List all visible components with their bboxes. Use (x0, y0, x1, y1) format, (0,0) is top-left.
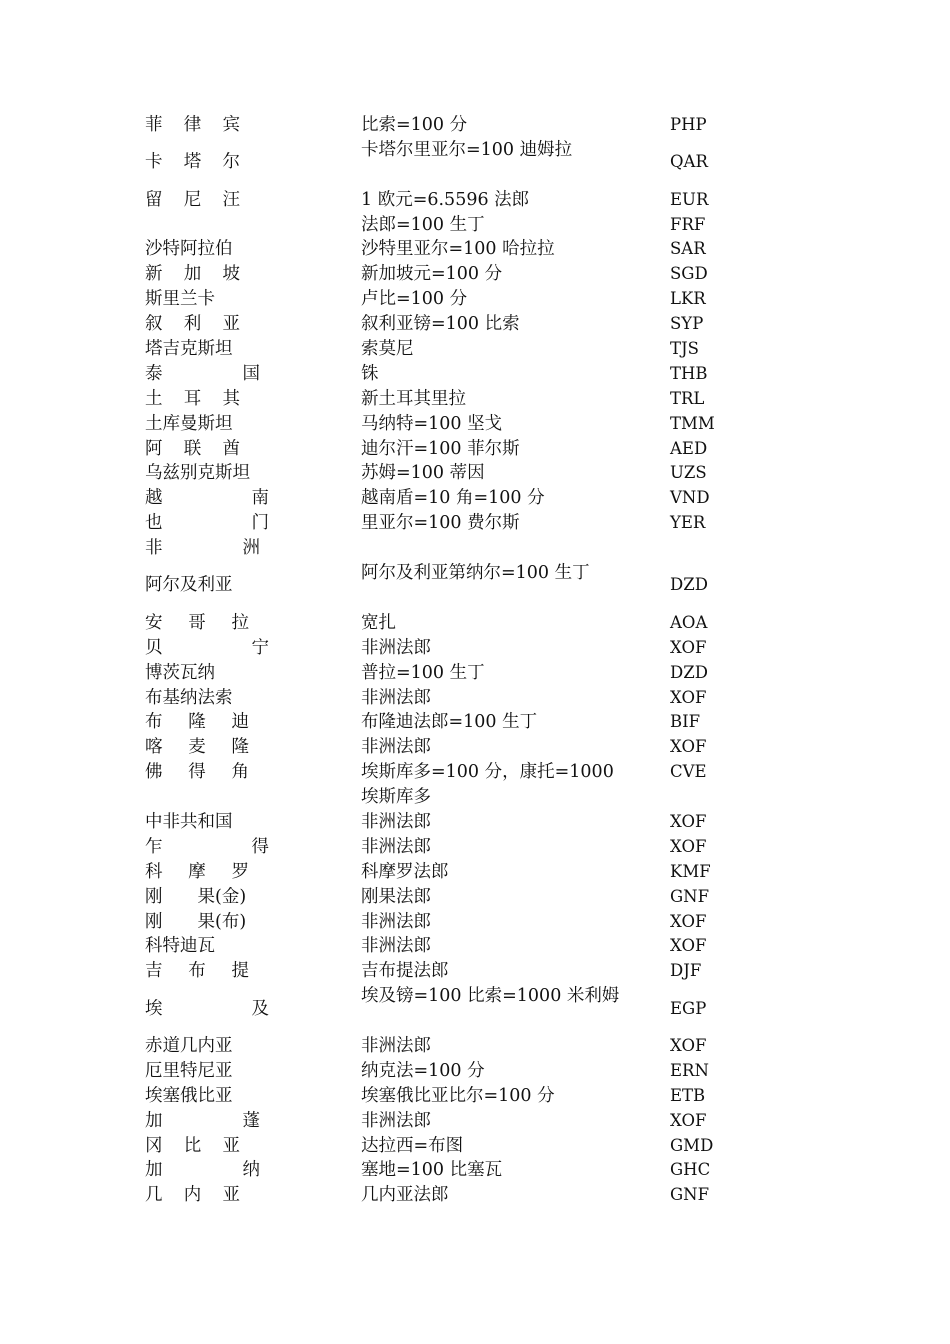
currency-code: XOF (670, 637, 707, 657)
currency-unit: 非洲法郎 (361, 687, 431, 708)
country-name: 土库曼斯坦 (145, 413, 233, 434)
currency-unit: 科摩罗法郎 (361, 861, 449, 882)
table-row (0, 511, 950, 536)
table-row (0, 1158, 950, 1183)
country-name: 吉 布 提 (145, 961, 249, 982)
table-row (0, 910, 950, 935)
table-row (0, 188, 950, 213)
currency-code: TJS (670, 339, 699, 359)
country-name: 阿尔及利亚 (145, 575, 233, 596)
country-name: 叙 利 亚 (145, 314, 240, 335)
table-row (0, 636, 950, 661)
country-name: 佛 得 角 (145, 762, 249, 783)
currency-code: DJF (670, 961, 702, 981)
currency-unit: 卡塔尔里亚尔=100 迪姆拉 (361, 139, 573, 160)
table-row (0, 710, 950, 735)
country-name: 刚 果(布) (145, 911, 247, 932)
currency-unit: 普拉=100 生丁 (361, 662, 485, 683)
currency-unit: 非洲法郎 (361, 737, 431, 758)
currency-unit: 铢 (361, 363, 379, 384)
table-row (0, 337, 950, 362)
currency-unit: 埃及镑=100 比索=1000 米利姆 (361, 986, 620, 1007)
table-row (0, 810, 950, 835)
currency-code: SAR (670, 239, 706, 259)
currency-unit: 叙利亚镑=100 比索 (361, 314, 520, 335)
table-row (0, 835, 950, 860)
currency-code: AED (670, 438, 708, 458)
country-name: 赤道几内亚 (145, 1036, 233, 1057)
country-name: 越 南 (145, 488, 269, 509)
country-name: 博茨瓦纳 (145, 662, 215, 683)
currency-unit: 宽扎 (361, 612, 396, 633)
table-row (0, 113, 950, 138)
currency-code: XOF (670, 737, 707, 757)
currency-unit: 非洲法郎 (361, 936, 431, 957)
country-name: 非 洲 (145, 538, 260, 559)
currency-unit: 布隆迪法郎=100 生丁 (361, 712, 538, 733)
currency-unit: 迪尔汗=100 菲尔斯 (361, 438, 520, 459)
country-name: 沙特阿拉伯 (145, 239, 233, 260)
currency-code: ERN (670, 1060, 709, 1080)
country-name: 乍 得 (145, 836, 269, 857)
currency-code: XOF (670, 687, 707, 707)
table-row (0, 1109, 950, 1134)
table-row (0, 536, 950, 561)
table-row (0, 1134, 950, 1159)
currency-unit: 埃斯库多=100 分，康托=1000 埃斯库多 (361, 762, 614, 808)
currency-unit: 法郎=100 生丁 (361, 214, 485, 235)
table-row (0, 860, 950, 885)
table-row (0, 461, 950, 486)
currency-code: CVE (670, 762, 707, 782)
country-name: 也 门 (145, 513, 269, 534)
currency-unit: 埃塞俄比亚比尔=100 分 (361, 1085, 555, 1106)
currency-unit: 非洲法郎 (361, 1110, 431, 1131)
currency-unit: 比索=100 分 (361, 115, 468, 135)
currency-unit: 1 欧元=6.5596 法郎 (361, 189, 530, 210)
currency-code: GMD (670, 1135, 714, 1155)
currency-code: DZD (670, 575, 708, 595)
country-name: 冈 比 亚 (145, 1135, 240, 1156)
table-row (0, 362, 950, 387)
currency-unit: 新土耳其里拉 (361, 388, 466, 409)
currency-unit: 阿尔及利亚第纳尔=100 生丁 (361, 563, 590, 584)
currency-code: EUR (670, 189, 709, 209)
currency-code: AOA (670, 612, 708, 632)
table-row (0, 387, 950, 412)
currency-unit: 索莫尼 (361, 339, 414, 360)
currency-unit: 马纳特=100 坚戈 (361, 413, 503, 434)
table-row (0, 959, 950, 984)
currency-code: KMF (670, 861, 711, 881)
country-name: 中非共和国 (145, 811, 233, 832)
country-name: 科特迪瓦 (145, 936, 215, 957)
country-name: 埃塞俄比亚 (145, 1085, 233, 1106)
currency-code: LKR (670, 289, 706, 309)
table-row (0, 611, 950, 636)
table-row (0, 1034, 950, 1059)
table-row (0, 760, 950, 810)
currency-unit: 几内亚法郎 (361, 1185, 449, 1206)
currency-unit: 非洲法郎 (361, 811, 431, 832)
country-name: 泰 国 (145, 363, 260, 384)
country-name: 几 内 亚 (145, 1185, 240, 1206)
currency-unit: 纳克法=100 分 (361, 1060, 485, 1081)
table-row (0, 735, 950, 760)
country-name: 厄里特尼亚 (145, 1060, 233, 1081)
currency-code: XOF (670, 911, 707, 931)
currency-code: GHC (670, 1160, 711, 1180)
currency-unit: 吉布提法郎 (361, 961, 449, 982)
currency-code: THB (670, 363, 708, 383)
currency-code: UZS (670, 463, 707, 483)
currency-code: XOF (670, 836, 707, 856)
currency-unit: 非洲法郎 (361, 836, 431, 857)
currency-code: TRL (670, 388, 705, 408)
table-row (0, 237, 950, 262)
currency-code: DZD (670, 662, 708, 682)
country-name: 安 哥 拉 (145, 612, 249, 633)
currency-unit: 塞地=100 比塞瓦 (361, 1160, 503, 1181)
currency-code: XOF (670, 936, 707, 956)
country-name: 加 纳 (145, 1160, 260, 1181)
table-row (0, 561, 950, 611)
currency-unit: 越南盾=10 角=100 分 (361, 488, 545, 509)
country-name: 卡 塔 尔 (145, 152, 240, 173)
country-name: 菲 律 宾 (145, 115, 240, 135)
currency-table (0, 113, 950, 1208)
table-row (0, 661, 950, 686)
currency-unit: 刚果法郎 (361, 886, 431, 907)
table-row (0, 934, 950, 959)
currency-code: GNF (670, 886, 710, 906)
table-row (0, 412, 950, 437)
country-name: 埃 及 (145, 998, 269, 1019)
currency-unit: 沙特里亚尔=100 哈拉拉 (361, 239, 555, 260)
currency-unit: 里亚尔=100 费尔斯 (361, 513, 520, 534)
table-row (0, 213, 950, 238)
country-name: 科 摩 罗 (145, 861, 249, 882)
table-row (0, 1059, 950, 1084)
table-row (0, 486, 950, 511)
currency-code: PHP (670, 115, 707, 134)
table-row (0, 287, 950, 312)
table-row (0, 312, 950, 337)
currency-unit: 新加坡元=100 分 (361, 264, 503, 285)
country-name: 布 隆 迪 (145, 712, 249, 733)
currency-unit: 非洲法郎 (361, 637, 431, 658)
table-row (0, 984, 950, 1034)
country-name: 乌兹别克斯坦 (145, 463, 250, 484)
currency-code: QAR (670, 152, 708, 172)
country-name: 布基纳法索 (145, 687, 233, 708)
table-row (0, 686, 950, 711)
currency-code: XOF (670, 1110, 707, 1130)
table-row (0, 1183, 950, 1208)
currency-code: XOF (670, 1036, 707, 1056)
currency-unit: 非洲法郎 (361, 1036, 431, 1057)
table-row (0, 1084, 950, 1109)
country-name: 贝 宁 (145, 637, 269, 658)
country-name: 加 蓬 (145, 1110, 260, 1131)
currency-code: EGP (670, 998, 707, 1018)
country-name: 喀 麦 隆 (145, 737, 249, 758)
currency-code: XOF (670, 811, 707, 831)
currency-unit: 非洲法郎 (361, 911, 431, 932)
currency-code: FRF (670, 214, 706, 234)
currency-code: SYP (670, 314, 704, 334)
currency-code: VND (670, 488, 710, 508)
currency-code: SGD (670, 264, 708, 284)
table-row (0, 437, 950, 462)
table-row (0, 885, 950, 910)
currency-code: GNF (670, 1185, 710, 1205)
currency-code: ETB (670, 1085, 706, 1105)
country-name: 塔吉克斯坦 (145, 339, 233, 360)
currency-unit: 达拉西=布图 (361, 1135, 464, 1156)
currency-code: BIF (670, 712, 701, 732)
country-name: 留 尼 汪 (145, 189, 240, 210)
currency-code: YER (670, 513, 706, 533)
currency-unit: 卢比=100 分 (361, 289, 468, 310)
table-row (0, 138, 950, 188)
country-name: 刚 果(金) (145, 886, 247, 907)
country-name: 阿 联 酋 (145, 438, 240, 459)
country-name: 新 加 坡 (145, 264, 240, 285)
currency-code: TMM (670, 413, 715, 433)
country-name: 土 耳 其 (145, 388, 240, 409)
table-row (0, 262, 950, 287)
currency-unit: 苏姆=100 蒂因 (361, 463, 485, 484)
country-name: 斯里兰卡 (145, 289, 215, 310)
